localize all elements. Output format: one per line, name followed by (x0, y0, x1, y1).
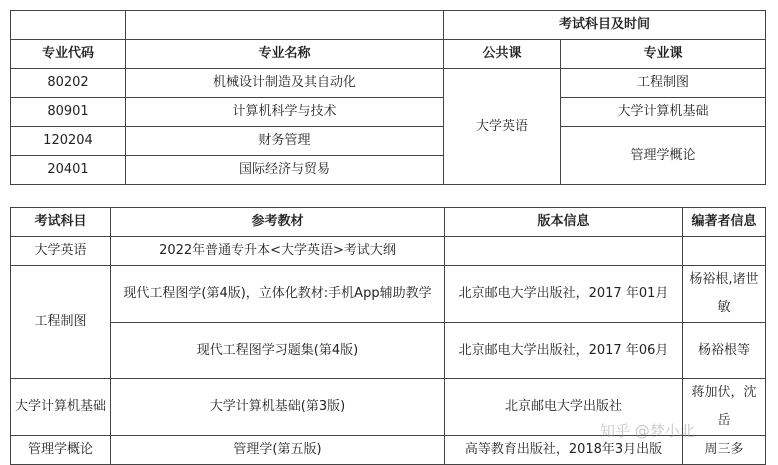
major-name-cell: 机械设计制造及其自动化 (126, 69, 444, 98)
author-header: 编著者信息 (683, 208, 766, 237)
textbook-cell: 大学计算机基础(第3版) (111, 379, 445, 436)
edition-cell: 北京邮电大学出版社，2017 年06月 (445, 323, 683, 379)
public-course-cell: 大学英语 (444, 69, 561, 185)
table-row (11, 237, 766, 266)
specialty-course-cell: 大学计算机基础 (561, 98, 766, 127)
exam-subject-cell: 大学计算机基础 (11, 379, 111, 436)
textbooks-table (10, 207, 766, 465)
edition-cell: 北京邮电大学出版社 (445, 379, 683, 436)
public-course-header: 公共课 (444, 40, 561, 69)
table-row (11, 379, 766, 436)
major-code-cell: 80202 (11, 69, 126, 98)
exam-subjects-header: 考试科目及时间 (444, 11, 766, 40)
blank-header-cell (11, 11, 126, 40)
textbook-cell: 2022年普通专升本<大学英语>考试大纲 (111, 237, 445, 266)
table-row (11, 69, 766, 98)
textbook-header: 参考教材 (111, 208, 445, 237)
edition-header: 版本信息 (445, 208, 683, 237)
table-row (11, 98, 766, 127)
textbook-cell: 现代工程图学习题集(第4版) (111, 323, 445, 379)
major-code-header: 专业代码 (11, 40, 126, 69)
watermark: 知乎 @梦小北 (600, 422, 695, 440)
table-row (11, 436, 766, 465)
table-header-row (11, 11, 766, 40)
author-cell: 周三多 (683, 436, 766, 465)
exam-subject-cell: 大学英语 (11, 237, 111, 266)
major-name-cell: 财务管理 (126, 127, 444, 156)
author-cell (683, 237, 766, 266)
table-row (11, 127, 766, 156)
major-code-cell: 120204 (11, 127, 126, 156)
major-code-cell: 80901 (11, 98, 126, 127)
exam-subject-header: 考试科目 (11, 208, 111, 237)
author-cell: 杨裕根等 (683, 323, 766, 379)
author-cell: 杨裕根,诸世敏 (683, 266, 766, 323)
author-cell: 蒋加伏，沈岳 (683, 379, 766, 436)
edition-cell: 北京邮电大学出版社，2017 年01月 (445, 266, 683, 323)
major-name-header: 专业名称 (126, 40, 444, 69)
exam-subject-cell: 工程制图 (11, 266, 111, 379)
edition-cell (445, 237, 683, 266)
majors-table (10, 10, 766, 185)
exam-subject-cell: 管理学概论 (11, 436, 111, 465)
specialty-course-header: 专业课 (561, 40, 766, 69)
blank-header-cell (126, 11, 444, 40)
major-name-cell: 计算机科学与技术 (126, 98, 444, 127)
specialty-course-cell: 管理学概论 (561, 127, 766, 185)
major-name-cell: 国际经济与贸易 (126, 156, 444, 185)
specialty-course-cell: 工程制图 (561, 69, 766, 98)
table-row (11, 323, 766, 379)
major-code-cell: 20401 (11, 156, 126, 185)
textbook-cell: 现代工程图学(第4版)，立体化教材:手机App辅助教学 (111, 266, 445, 323)
table-row (11, 266, 766, 323)
textbook-cell: 管理学(第五版) (111, 436, 445, 465)
table-header-row (11, 40, 766, 69)
edition-cell: 高等教育出版社，2018年3月出版 (445, 436, 683, 465)
table-header-row (11, 208, 766, 237)
